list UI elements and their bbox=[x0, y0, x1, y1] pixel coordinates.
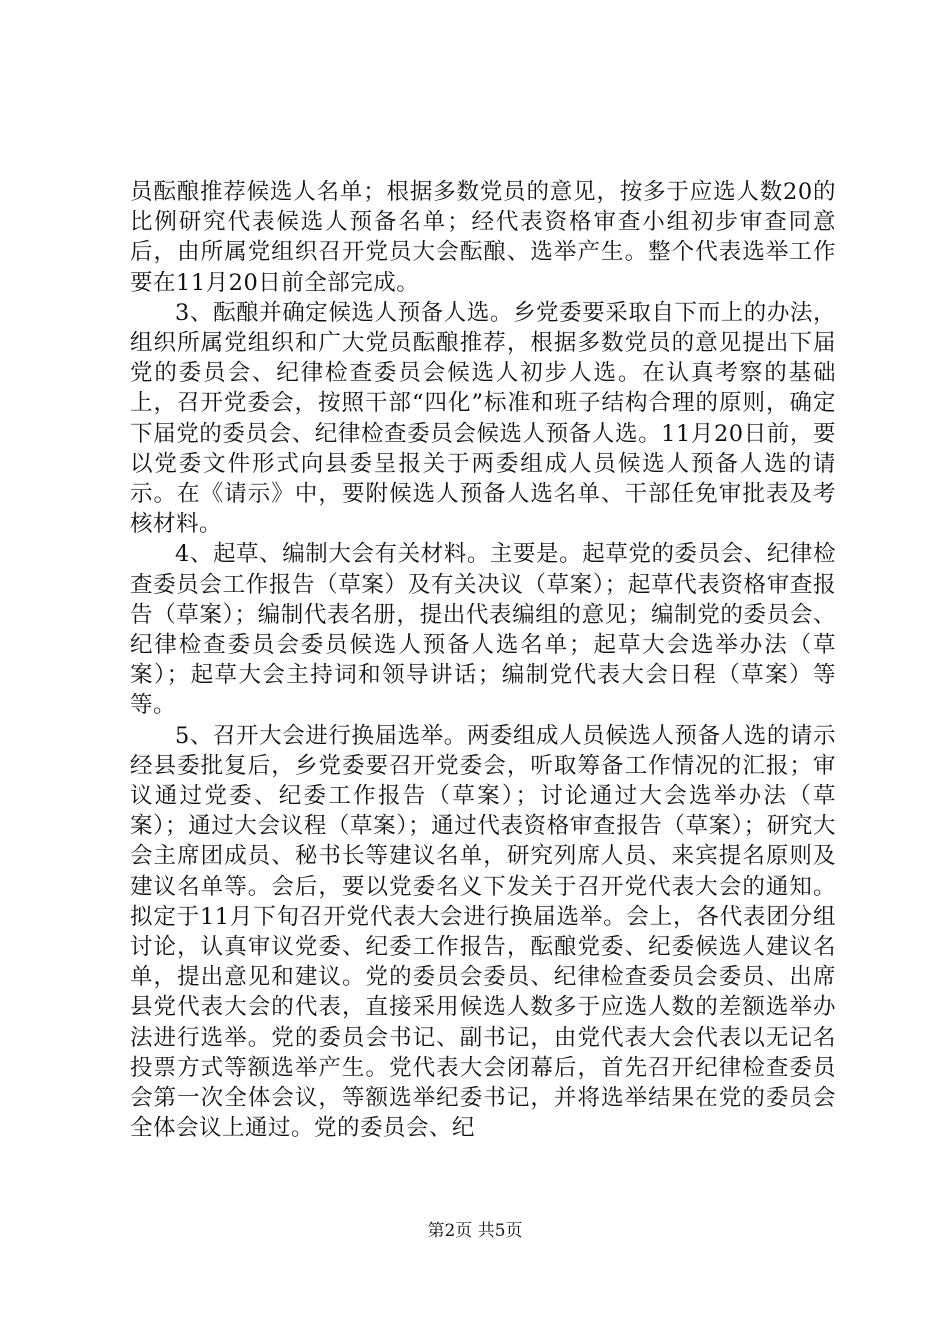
paragraph-3: 4、起草、编制大会有关材料。主要是。起草党的委员会、纪律检查委员会工作报告（草案）及有关决议（草案）；起草代表资格审查报告（草案）；编制代表名册，提出代表编组的意见；编制党的委员会、纪律检查委员会委员候选人预备人选名单；起草大会选举办法（草案）；起草大会主持词和领导讲话；编制党代表大会日程（草案）等等。 bbox=[130, 541, 836, 719]
paragraph-4: 5、召开大会进行换届选举。两委组成人员候选人预备人选的请示经县委批复后，乡党委要召开党委会，听取筹备工作情况的汇报；审议通过党委、纪委工作报告（草案）；讨论通过大会选举办法（草案）；通过大会议程（草案）；通过代表资格审查报告（草案）；研究大会主席团成员、秘书长等建议名单，研究列席人员、来宾提名原则及建议名单等。会后，要以党委名义下发关于召开党代表大会的通知。拟定于11月下旬召开党代表大会进行换届选举。会上，各代表团分组讨论，认真审议党委、纪委工作报告，酝酿党委、纪委候选人建议名单，提出意见和建议。党的委员会委员、纪律检查委员会委员、出席县党代表大会的代表，直接采用候选人数多于应选人数的差额选举办法进行选举。党的委员会书记、副书记，由党代表大会代表以无记名投票方式等额选举产生。党代表大会闭幕后，首先召开纪律检查委员会第一次全体会议，等额选举纪委书记，并将选举结果在党的委员会全体会议上通过。党的委员会、纪 bbox=[130, 722, 836, 1142]
paragraph-2: 3、酝酿并确定候选人预备人选。乡党委要采取自下而上的办法，组织所属党组织和广大党员酝酿推荐，根据多数党员的意见提出下届党的委员会、纪律检查委员会候选人初步人选。在认真考察的基础上，召开党委会，按照干部“四化”标准和班子结构合理的原则，确定下届党的委员会、纪律检查委员会候选人预备人选。11月20日前，要以党委文件形式向县委呈报关于两委组成人员候选人预备人选的请示。在《请示》中，要附候选人预备人选名单、干部任免审批表及考核材料。 bbox=[130, 299, 836, 538]
page-footer: 第2页 共5页 bbox=[427, 1221, 523, 1241]
document-body bbox=[130, 177, 836, 1144]
paragraph-1: 员酝酿推荐候选人名单；根据多数党员的意见，按多于应选人数20的比例研究代表候选人预备名单；经代表资格审查小组初步审查同意后，由所属党组织召开党员大会酝酿、选举产生。整个代表选举工作要在11月20日前全部完成。 bbox=[130, 179, 836, 296]
